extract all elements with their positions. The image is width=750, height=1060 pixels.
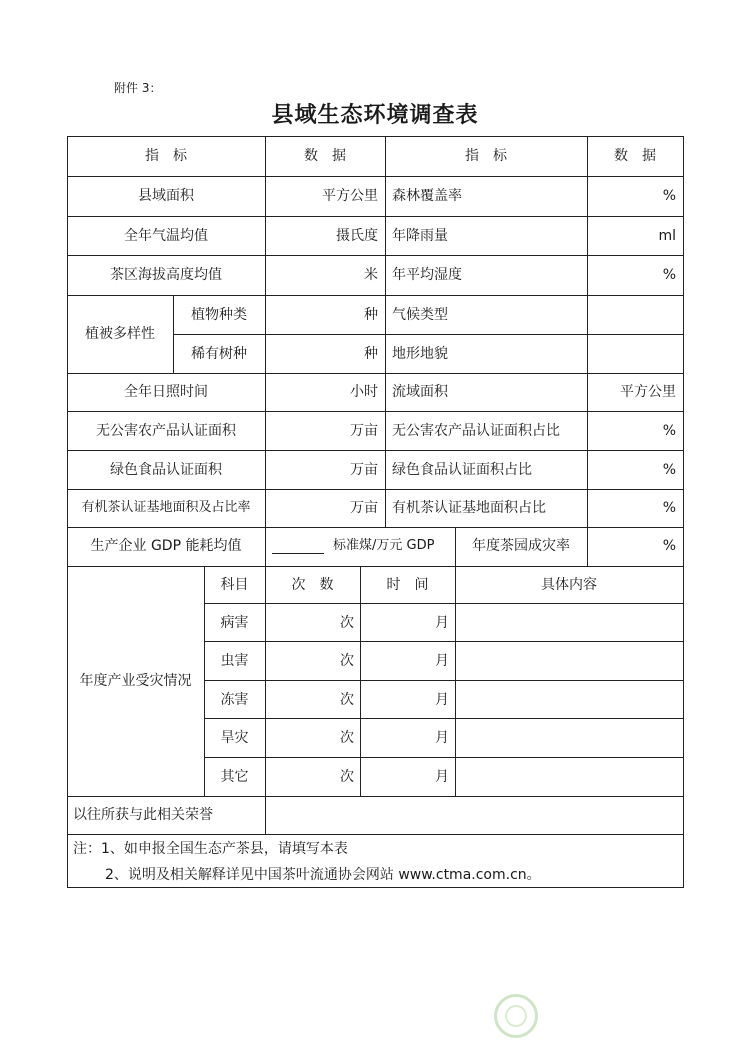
- gdp-label-right: 年度茶园成灾率: [472, 538, 570, 554]
- disaster-time-unit: 月: [435, 769, 449, 785]
- disaster-time-unit: 月: [435, 653, 449, 669]
- row-label-right: 绿色食品认证面积占比: [392, 462, 532, 478]
- disaster-time-unit: 月: [435, 692, 449, 708]
- gdp-label: 生产企业 GDP 能耗均值: [90, 538, 242, 554]
- row-unit: 摄氏度: [336, 228, 378, 244]
- honors-label: 以往所获与此相关荣誉: [73, 807, 213, 823]
- row-unit-right: ml: [658, 228, 676, 244]
- row-unit: 万亩: [350, 462, 378, 478]
- disaster-item: 旱灾: [220, 730, 249, 746]
- vegetation-item-label: 稀有树种: [191, 346, 247, 362]
- row-label: 无公害农产品认证面积: [96, 423, 236, 439]
- vegetation-item-right: 气候类型: [392, 307, 448, 323]
- gdp-blank-underline[interactable]: [272, 553, 324, 554]
- header-data-left: 数 据: [304, 148, 346, 164]
- disaster-group-label: 年度产业受灾情况: [79, 673, 192, 689]
- disaster-item: 病害: [220, 615, 249, 631]
- row-unit-right: %: [662, 423, 676, 439]
- disaster-header-content: 具体内容: [541, 577, 597, 593]
- disaster-item: 冻害: [220, 692, 249, 708]
- vegetation-item-unit: 种: [364, 307, 378, 323]
- gdp-unit-right: %: [662, 538, 676, 554]
- row-unit: 平方公里: [322, 188, 378, 204]
- disaster-header-subject: 科目: [220, 577, 249, 593]
- row-unit-right: %: [662, 267, 676, 283]
- disaster-time-unit: 月: [435, 615, 449, 631]
- header-indicator-right: 指 标: [465, 148, 507, 164]
- disaster-item: 虫害: [220, 653, 249, 669]
- watermark-logo-icon: [494, 994, 538, 1038]
- disaster-header-count: 次 数: [291, 577, 334, 593]
- row-label-right: 森林覆盖率: [392, 188, 462, 204]
- vegetation-group-label: 植被多样性: [85, 326, 155, 342]
- row-unit: 米: [364, 267, 378, 283]
- vegetation-item-label: 植物种类: [191, 307, 247, 323]
- row-unit-right: %: [662, 500, 676, 516]
- disaster-count-unit: 次: [340, 730, 354, 746]
- disaster-count-unit: 次: [340, 769, 354, 785]
- vegetation-item-unit: 种: [364, 346, 378, 362]
- note-line-1: 注：1、如申报全国生态产茶县，请填写本表: [73, 841, 348, 857]
- row-label-right: 流域面积: [392, 384, 448, 400]
- row-label-right: 年平均湿度: [392, 267, 462, 283]
- disaster-count-unit: 次: [340, 615, 354, 631]
- attachment-label: 附件 3：: [114, 81, 162, 95]
- disaster-count-unit: 次: [340, 653, 354, 669]
- row-unit-right: %: [662, 188, 676, 204]
- row-label: 绿色食品认证面积: [110, 462, 222, 478]
- vegetation-item-right: 地形地貌: [392, 346, 448, 362]
- disaster-item: 其它: [220, 769, 249, 785]
- row-label: 茶区海拔高度均值: [110, 267, 222, 283]
- row-unit: 小时: [350, 384, 378, 400]
- disaster-header-time: 时 间: [386, 577, 429, 593]
- row-label-right: 年降雨量: [392, 228, 448, 244]
- note-line-2: 2、说明及相关解释详见中国茶叶流通协会网站 www.ctma.com.cn。: [105, 867, 541, 883]
- row-label: 全年日照时间: [124, 384, 208, 400]
- row-label-right: 有机茶认证基地面积占比: [392, 500, 546, 516]
- disaster-time-unit: 月: [435, 730, 449, 746]
- row-unit: 万亩: [350, 423, 378, 439]
- header-indicator-left: 指 标: [145, 148, 187, 164]
- disaster-count-unit: 次: [340, 692, 354, 708]
- row-label: 有机茶认证基地面积及占比率: [81, 500, 251, 515]
- header-data-right: 数 据: [614, 148, 656, 164]
- row-unit-right: 平方公里: [620, 384, 676, 400]
- row-label-right: 无公害农产品认证面积占比: [392, 423, 560, 439]
- row-label: 全年气温均值: [124, 228, 208, 244]
- row-unit: 万亩: [350, 500, 378, 516]
- row-unit-right: %: [662, 462, 676, 478]
- gdp-unit: 标准煤/万元 GDP: [333, 538, 435, 553]
- row-label: 县域面积: [138, 188, 194, 204]
- form-title: 县域生态环境调查表: [271, 102, 479, 128]
